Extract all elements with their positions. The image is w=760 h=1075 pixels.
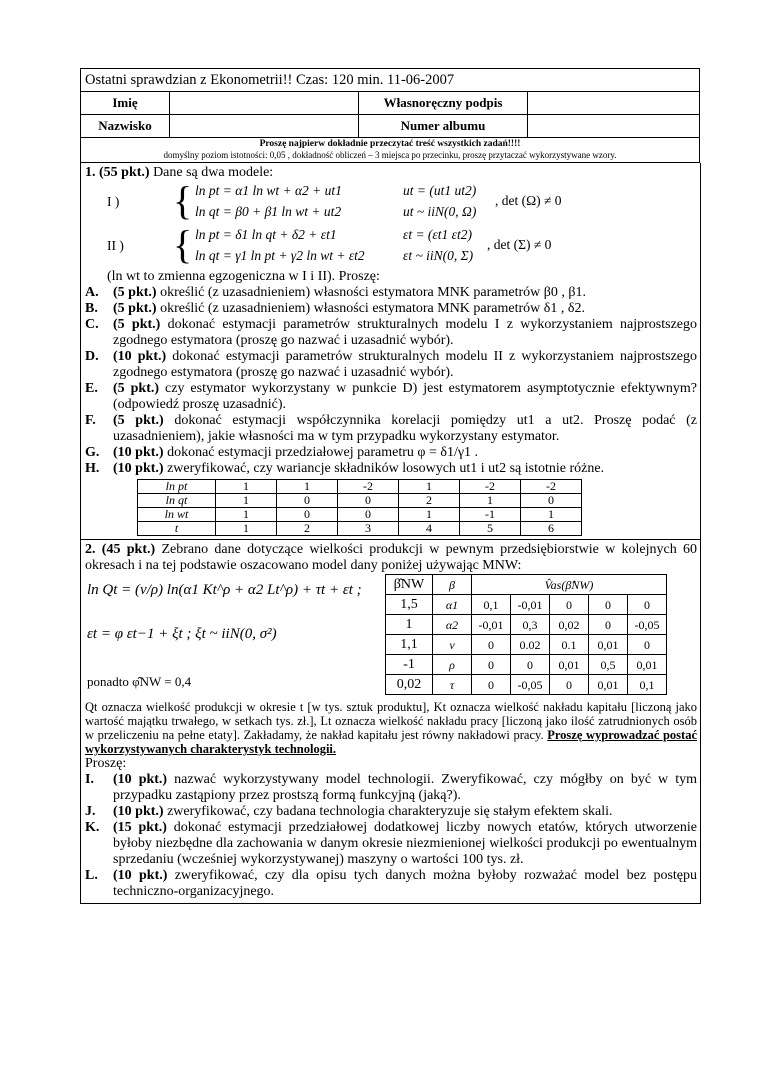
data-table-row-name: ln pt xyxy=(138,480,216,494)
data-table-row-name: ln qt xyxy=(138,494,216,508)
model-2-brace: { xyxy=(173,222,193,267)
variance-cell: 0.1 xyxy=(550,635,589,655)
variance-cell: 0 xyxy=(472,635,511,655)
task-2-description xyxy=(85,700,697,756)
task-1-item-label: F. xyxy=(85,413,96,428)
field-album[interactable] xyxy=(528,115,700,138)
instructions xyxy=(80,138,700,163)
label-imie: Imię xyxy=(81,92,170,115)
task-1-item-text xyxy=(113,301,697,317)
data-table-cell: 1 xyxy=(399,480,460,494)
task-1-item-label: G. xyxy=(85,445,100,460)
variance-cell: -0,05 xyxy=(628,615,667,635)
estimates-row xyxy=(386,615,667,635)
estimate-parameter: ρ xyxy=(433,655,472,675)
production-function: ln Qt = (ν/ρ) ln(α1 Kt^ρ + α2 Lt^ρ) + τt + εt ; xyxy=(87,582,362,598)
task-1-item xyxy=(85,317,697,349)
task-1-item-label: C. xyxy=(85,317,99,332)
task-1-item-label: H. xyxy=(85,461,100,476)
task-2-item-points: (10 pkt.) xyxy=(113,868,168,883)
task-2-points: (45 pkt.) xyxy=(101,542,156,557)
task-1-item-body: czy estymator wykorzystany w punkcie D) jest estymatorem asymptotycznie efektywnym? (odpowiedź proszę uzasadnić). xyxy=(113,381,698,412)
variance-cell: 0 xyxy=(628,635,667,655)
data-table-row xyxy=(138,494,582,508)
data-table-cell: -2 xyxy=(521,480,582,494)
variance-cell: -0,01 xyxy=(511,595,550,615)
task-1-item-body: określić (z uzasadnieniem) własności estymatora MNK parametrów δ1 , δ2. xyxy=(156,301,585,316)
task-2-item xyxy=(85,868,697,900)
task-1-item xyxy=(85,445,697,461)
task-1-item-body: zweryfikować, czy wariancje składników losowych ut1 i ut2 są istotnie różne. xyxy=(163,461,605,476)
data-table-cell: 0 xyxy=(338,494,399,508)
task-2-item-label: I. xyxy=(85,772,94,787)
model-2-label: II ) xyxy=(107,238,124,253)
model-2 xyxy=(85,222,697,269)
estimates-table xyxy=(385,574,667,695)
model-2-eq1: ln pt = δ1 ln qt + δ2 + εt1 xyxy=(195,227,337,242)
task-1-items xyxy=(85,285,697,477)
task-2-item-text xyxy=(113,772,697,804)
task-2-item-text xyxy=(113,868,697,900)
data-table-cell: 2 xyxy=(277,522,338,536)
task-2-intro: Zebrano dane dotyczące wielkości produkcji w pewnym przedsiębiorstwie w kolejnych 60 okresach i na tej podstawie oszacowano model dany poniżej używając MNW: xyxy=(85,542,698,573)
data-table-cell: 1 xyxy=(521,508,582,522)
variance-cell: 0 xyxy=(589,595,628,615)
variance-cell: 0,1 xyxy=(472,595,511,615)
model-1-brace: { xyxy=(173,178,193,223)
data-table-cell: 1 xyxy=(460,494,521,508)
task-2-equations xyxy=(85,574,697,700)
data-table-cell: 1 xyxy=(277,480,338,494)
variance-cell: 0,1 xyxy=(628,675,667,695)
variance-cell: 0,5 xyxy=(589,655,628,675)
task-2-item-points: (15 pkt.) xyxy=(113,820,167,835)
phi-estimate: ponadto φ̂NW = 0,4 xyxy=(87,674,192,689)
label-album: Numer albumu xyxy=(359,115,528,138)
field-imie[interactable] xyxy=(170,92,359,115)
estimate-parameter: α1 xyxy=(433,595,472,615)
task-2-item-label: J. xyxy=(85,804,96,819)
estimates-row xyxy=(386,595,667,615)
exam-title: Ostatni sprawdzian z Ekonometrii!! Czas: 120 min. 11-06-2007 xyxy=(81,69,700,92)
data-table-cell: 1 xyxy=(216,508,277,522)
data-table-cell: 5 xyxy=(460,522,521,536)
task-1-item xyxy=(85,285,697,301)
model-1-det: , det (Ω) ≠ 0 xyxy=(495,193,562,208)
task-2-item-body: zweryfikować, czy badana technologia charakteryzuje się stałym efektem skali. xyxy=(163,804,613,819)
task-1-item-label: D. xyxy=(85,349,99,364)
est-header-variance: V̂as(β̂NW) xyxy=(472,575,667,595)
model-1-eq2: ln qt = β0 + β1 ln wt + ut2 xyxy=(195,204,342,219)
task-2-item-text xyxy=(113,820,697,868)
task-1-item xyxy=(85,381,697,413)
task-1-item-label: B. xyxy=(85,301,98,316)
instructions-bold: Proszę najpierw dokładnie przeczytać treść wszystkich zadań!!!! xyxy=(259,139,521,149)
estimate-parameter: α2 xyxy=(433,615,472,635)
field-nazwisko[interactable] xyxy=(170,115,359,138)
est-header-beta: β xyxy=(433,575,472,595)
task-1-item-text xyxy=(113,349,697,381)
estimate-parameter: τ xyxy=(433,675,472,695)
model-2-err2: εt ~ iiN(0, Σ) xyxy=(403,248,474,263)
task-1-item-text xyxy=(113,285,697,301)
task-1-item-body: dokonać estymacji parametrów strukturalnych modelu I z wykorzystaniem najprostszego zgodnego estymatora (proszę go nazwać i uzasadnić wybór). xyxy=(113,317,697,348)
data-table-cell: 0 xyxy=(338,508,399,522)
data-table-cell: -2 xyxy=(460,480,521,494)
variance-cell: 0 xyxy=(472,675,511,695)
model-2-err1: εt = (εt1 εt2) xyxy=(403,227,472,242)
estimate-value: 0,02 xyxy=(386,675,433,695)
task-2-item-label: K. xyxy=(85,820,100,835)
task-1-item-text xyxy=(113,461,697,477)
task-2-item xyxy=(85,772,697,804)
field-podpis[interactable] xyxy=(528,92,700,115)
error-process: εt = φ εt−1 + ξt ; ξt ~ iiN(0, σ²) xyxy=(87,626,277,642)
task-2-items xyxy=(85,772,697,900)
task-1-item-points: (5 pkt.) xyxy=(113,285,157,300)
task-1-item-text xyxy=(113,413,697,445)
data-table-row-name: t xyxy=(138,522,216,536)
model-2-det: , det (Σ) ≠ 0 xyxy=(487,237,552,252)
exam-page xyxy=(80,68,700,904)
data-table-cell: 1 xyxy=(399,508,460,522)
data-table-cell: 0 xyxy=(277,508,338,522)
data-table-cell: 4 xyxy=(399,522,460,536)
task-2-item-body: dokonać estymacji przedziałowej dodatkowej liczby nowych etatów, których utworzenie byłoby niezbędne dla zachowania w danym okresie niezmienionej wielkości produkcji po ewentualnym sprzedaniu (wcześniej wykorzystywanej) maszyny o wartości 100 tys. zł. xyxy=(113,820,697,867)
task-1-item-body: dokonać estymacji współczynnika korelacji pomiędzy ut1 a ut2. Proszę podać (z uzasadnieniem), jakie własności ma w tym przypadku wykorzystany estymator. xyxy=(113,413,698,444)
label-nazwisko: Nazwisko xyxy=(81,115,170,138)
task-1-item-text xyxy=(113,381,697,413)
task-1-item-points: (5 pkt.) xyxy=(113,301,157,316)
task-1-item-points: (5 pkt.) xyxy=(113,413,164,428)
task-1-number: 1. xyxy=(85,165,96,180)
task-1-item-points: (10 pkt.) xyxy=(113,349,167,364)
task-2-item-body: zweryfikować, czy dla opisu tych danych można byłoby rozważać model bez postępu techniczno-organizacyjnego. xyxy=(113,868,697,899)
model-1 xyxy=(85,178,697,225)
variance-cell: 0 xyxy=(511,655,550,675)
data-table-cell: 1 xyxy=(216,522,277,536)
model-2-eq2: ln qt = γ1 ln pt + γ2 ln wt + εt2 xyxy=(195,248,365,263)
task-1-intro: Dane są dwa modele: xyxy=(153,165,274,180)
task-2-heading xyxy=(85,542,697,574)
variance-cell: 0,01 xyxy=(589,635,628,655)
task-1-points: (55 pkt.) xyxy=(99,165,150,180)
task-2-item-body: nazwać wykorzystywany model technologii. Zweryfikować, czy mógłby on być w tym przypadku zastąpiony przez prostszą formą funkcyjną (jaką?). xyxy=(113,772,697,803)
data-table-cell: -2 xyxy=(338,480,399,494)
task-1-item-body: dokonać estymacji przedziałowej parametru φ = δ1/γ1 . xyxy=(163,445,479,460)
variance-cell: 0,02 xyxy=(550,615,589,635)
data-table-cell: 1 xyxy=(216,480,277,494)
variance-cell: 0,01 xyxy=(628,655,667,675)
task-2-item xyxy=(85,820,697,868)
instructions-rules: domyślny poziom istotności: 0,05 , dokładność obliczeń – 3 miejsca po przecinku, proszę przytaczać wykorzystywane wzory. xyxy=(163,150,617,160)
task-1-item xyxy=(85,461,697,477)
task-2-description-text: Qt oznacza wielkość produkcji w okresie t [w tys. sztuk produktu], Kt oznacza wielkość nakładu kapitału [liczoną jako wartość majątku trwałego, w setkach tys. zł.], Lt oznacza wielkość nakładu pracy [liczoną jako ilość zatrudnionych osób w przeliczeniu na pełne etaty]. Zakładamy, że nakład kapitału jest równy nakładowi pracy. xyxy=(85,700,697,742)
task-1-note: (ln wt to zmienna egzogeniczna w I i II). Proszę: xyxy=(107,269,380,284)
task-1-item-text xyxy=(113,317,697,349)
variance-cell: -0,01 xyxy=(472,615,511,635)
estimate-value: 1 xyxy=(386,615,433,635)
model-1-label: I ) xyxy=(107,194,120,209)
task-1-item-text xyxy=(113,445,697,461)
task-2-item-text xyxy=(113,804,697,820)
data-table-row-name: ln wt xyxy=(138,508,216,522)
variance-cell: 0 xyxy=(589,615,628,635)
task-2 xyxy=(80,540,701,904)
data-table-cell: 0 xyxy=(277,494,338,508)
task-1-item xyxy=(85,301,697,317)
model-1-err2: ut ~ iiN(0, Ω) xyxy=(403,204,477,219)
estimates-row xyxy=(386,675,667,695)
task-1-item-points: (10 pkt.) xyxy=(113,445,164,460)
estimate-value: 1,1 xyxy=(386,635,433,655)
label-podpis: Własnoręczny podpis xyxy=(359,92,528,115)
est-header-bhat: β̂NW xyxy=(386,575,433,595)
data-table-cell: 2 xyxy=(399,494,460,508)
task-2-prosze: Proszę: xyxy=(85,756,127,771)
header-table xyxy=(80,68,700,138)
model-1-eq1: ln pt = α1 ln wt + α2 + ut1 xyxy=(195,183,342,198)
data-table-cell: 3 xyxy=(338,522,399,536)
variance-cell: -0,05 xyxy=(511,675,550,695)
data-table xyxy=(137,479,582,536)
variance-cell: 0 xyxy=(472,655,511,675)
task-2-item-points: (10 pkt.) xyxy=(113,804,164,819)
data-table-row xyxy=(138,480,582,494)
estimates-row xyxy=(386,655,667,675)
task-1-item-label: E. xyxy=(85,381,98,396)
task-2-number: 2. xyxy=(85,542,96,557)
data-table-row xyxy=(138,522,582,536)
task-1-item-body: określić (z uzasadnieniem) własności estymatora MNK parametrów β0 , β1. xyxy=(156,285,587,300)
variance-cell: 0.02 xyxy=(511,635,550,655)
task-1-item-label: A. xyxy=(85,285,99,300)
estimates-row xyxy=(386,635,667,655)
estimate-value: -1 xyxy=(386,655,433,675)
task-1-item-body: dokonać estymacji parametrów strukturalnych modelu II z wykorzystaniem najprostszego zgodnego estymatora (proszę go nazwać i uzasadnić wybór). xyxy=(113,349,697,380)
estimate-value: 1,5 xyxy=(386,595,433,615)
variance-cell: 0,01 xyxy=(550,655,589,675)
estimate-parameter: ν xyxy=(433,635,472,655)
task-2-item-points: (10 pkt.) xyxy=(113,772,168,787)
variance-cell: 0 xyxy=(628,595,667,615)
data-table-cell: 1 xyxy=(216,494,277,508)
data-table-cell: 6 xyxy=(521,522,582,536)
variance-cell: 0 xyxy=(550,675,589,695)
variance-cell: 0,3 xyxy=(511,615,550,635)
task-1-item xyxy=(85,413,697,445)
data-table-cell: -1 xyxy=(460,508,521,522)
data-table-cell: 0 xyxy=(521,494,582,508)
task-1 xyxy=(80,163,701,540)
task-2-item xyxy=(85,804,697,820)
data-table-row xyxy=(138,508,582,522)
task-2-item-label: L. xyxy=(85,868,98,883)
task-1-item xyxy=(85,349,697,381)
task-1-item-points: (5 pkt.) xyxy=(113,317,161,332)
variance-cell: 0 xyxy=(550,595,589,615)
task-2-description-bold: Proszę wyprowadzać postać wykorzystywanych charakterystyk technologii. xyxy=(85,728,698,756)
task-1-item-points: (5 pkt.) xyxy=(113,381,160,396)
task-1-item-points: (10 pkt.) xyxy=(113,461,164,476)
model-1-err1: ut = (ut1 ut2) xyxy=(403,183,477,198)
variance-cell: 0,01 xyxy=(589,675,628,695)
